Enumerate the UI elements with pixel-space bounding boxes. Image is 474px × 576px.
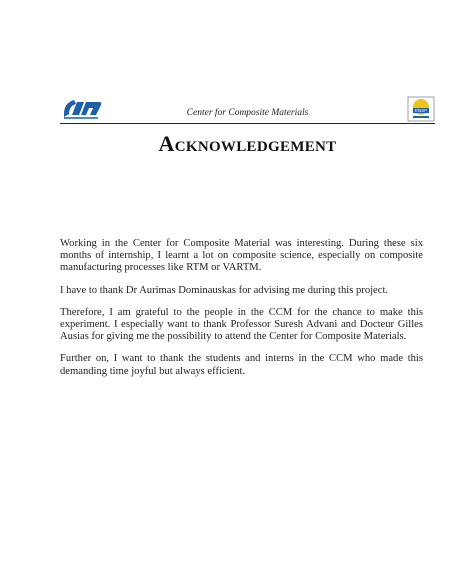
paragraph: Therefore, I am grateful to the people in the CCM for the chance to make this experiment. I especially want to thank Professor Suresh Advani and Docteur Gilles Ausias for giving me the possibility to attend the Center for Composite Materials.	[60, 306, 423, 343]
paragraph: I have to thank Dr Aurimas Dominauskas for advising me during this project.	[60, 284, 389, 296]
document-body	[60, 238, 423, 388]
document-header	[60, 96, 435, 122]
page-title: Acknowledgement	[158, 131, 337, 156]
ensp-logo-label: ENSP	[414, 108, 428, 113]
paragraph: Working in the Center for Composite Material was interesting. During these six months of internship, I learnt a lot on composite science, especially on composite manufacturing processes like RTM or VARTM.	[60, 238, 423, 274]
ensp-logo-icon	[407, 96, 435, 122]
paragraph: Further on, I want to thank the students and interns in the CCM who made this demanding time joyful but always efficient.	[60, 353, 423, 377]
header-divider	[60, 123, 435, 124]
org-name: Center for Composite Materials	[186, 108, 309, 118]
